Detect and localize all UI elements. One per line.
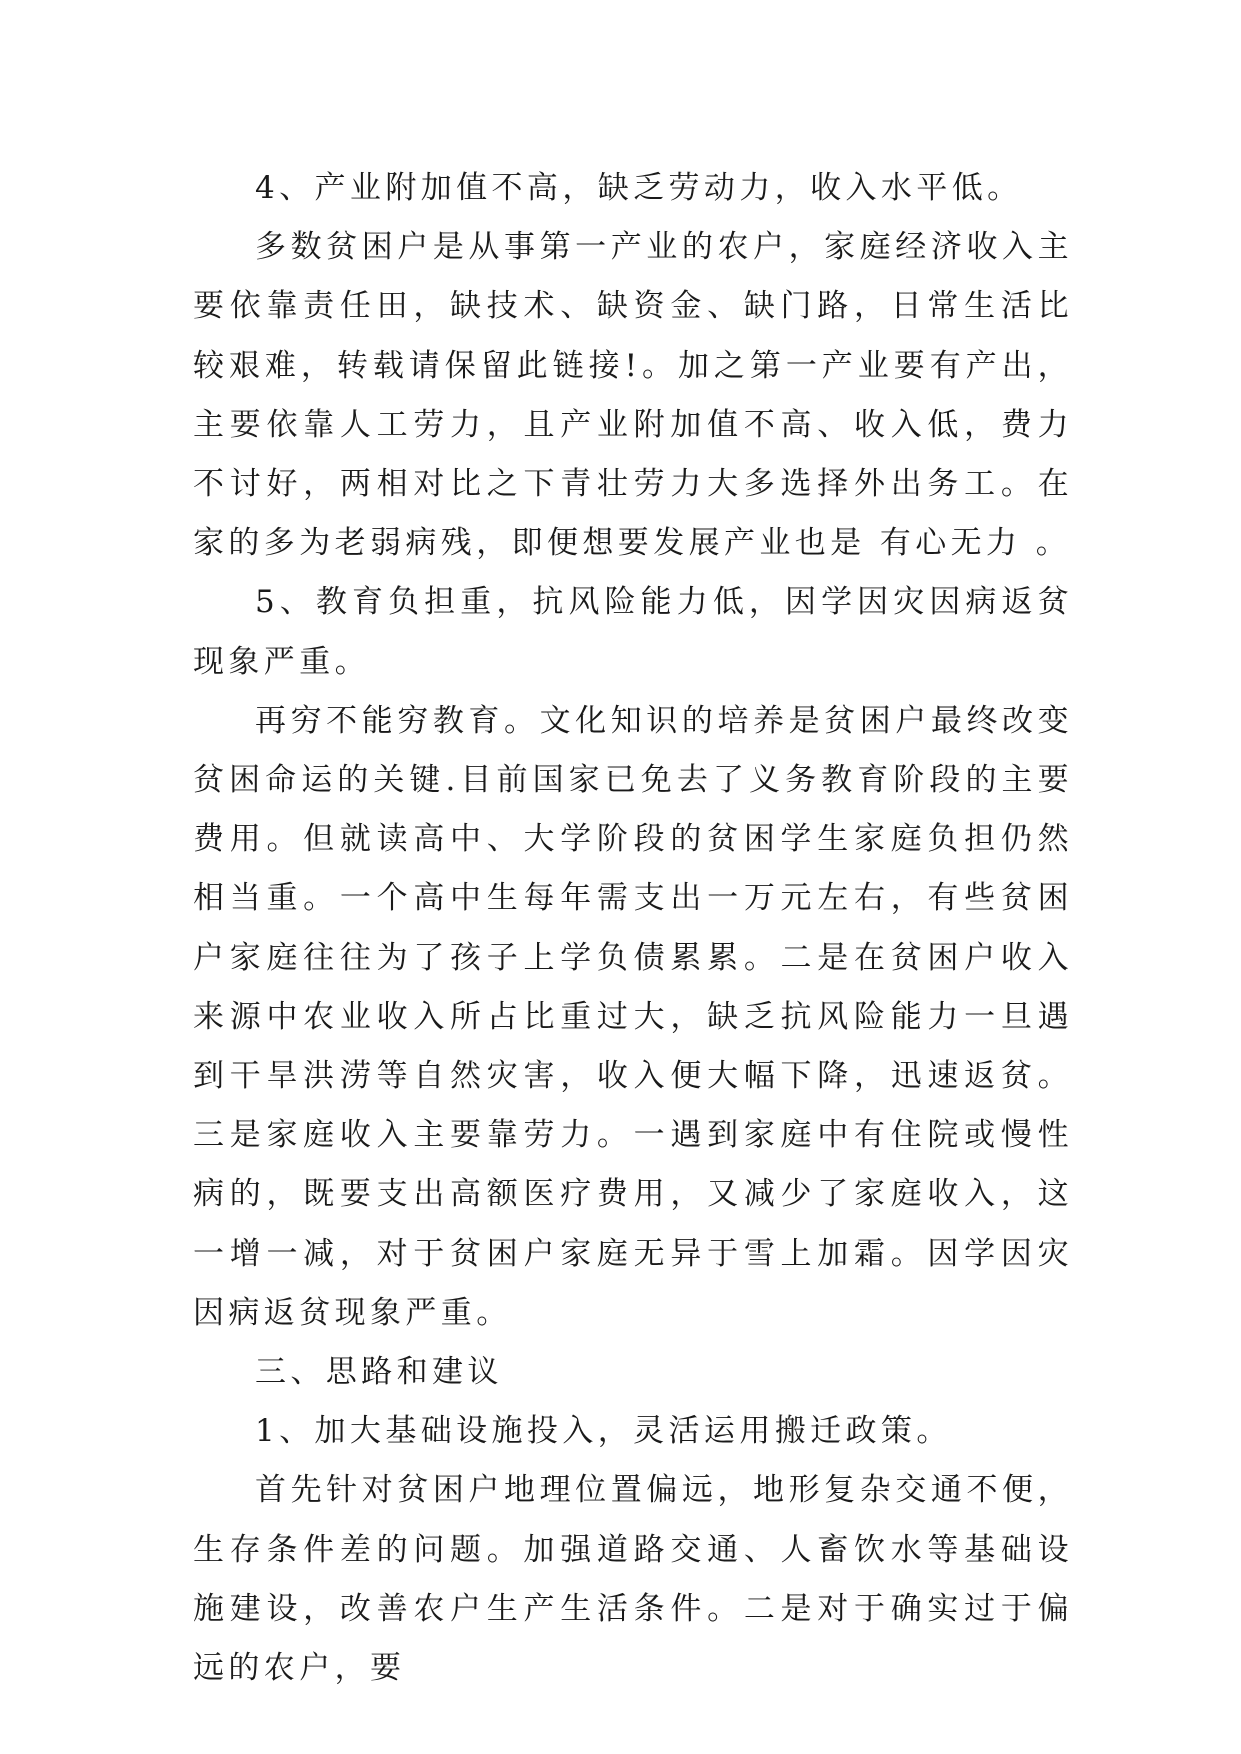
document-body: [193, 159, 1073, 1698]
paragraph-body: 首先针对贫困户地理位置偏远，地形复杂交通不便，生存条件差的问题。加强道路交通、人畜饮水等基础设施建设，改善农户生产生活条件。二是对于确实过于偏远的农户，要: [193, 1472, 1073, 1687]
paragraph-body: 多数贫困户是从事第一产业的农户，家庭经济收入主要依靠责任田，缺技术、缺资金、缺门路，日常生活比较艰难，转载请保留此链接!。加之第一产业要有产出，主要依靠人工劳力，且产业附加值不高、收入低，费力不讨好，两相对比之下青壮劳力大多选择外出务工。在家的多为老弱病残，即便想要发展产业也是 有心无力 。: [193, 229, 1073, 562]
section-heading: 三、思路和建议: [255, 1354, 503, 1391]
paragraph-heading-5: 5、教育负担重，抗风险能力低，因学因灾因病返贫现象严重。: [193, 584, 1073, 680]
paragraph-body: 再穷不能穷教育。文化知识的培养是贫困户最终改变贫困命运的关键.目前国家已免去了义务教育阶段的主要费用。但就读高中、大学阶段的贫困学生家庭负担仍然相当重。一个高中生每年需支出一万元左右，有些贫困户家庭往往为了孩子上学负债累累。二是在贫困户收入来源中农业收入所占比重过大，缺乏抗风险能力一旦遇到干旱洪涝等自然灾害，收入便大幅下降，迅速返贫。三是家庭收入主要靠劳力。一遇到家庭中有住院或慢性病的，既要支出高额医疗费用，又减少了家庭收入，这一增一减，对于贫困户家庭无异于雪上加霜。因学因灾因病返贫现象严重。: [193, 702, 1073, 1331]
paragraph-heading-4: 4、产业附加值不高，缺乏劳动力，收入水平低。: [255, 170, 1023, 206]
paragraph-heading-1: 1、加大基础设施投入，灵活运用搬迁政策。: [255, 1413, 952, 1450]
